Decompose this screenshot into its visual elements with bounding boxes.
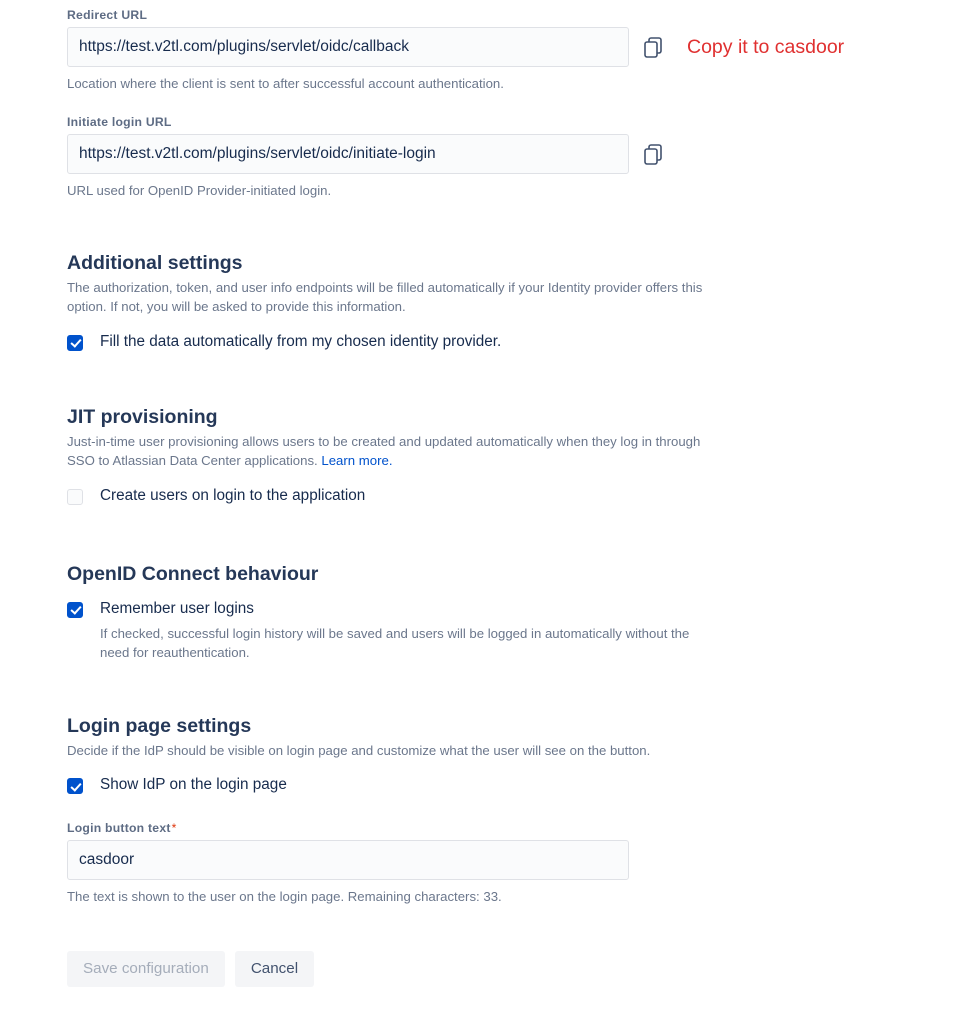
show-idp-label: Show IdP on the login page (100, 776, 287, 794)
cancel-button[interactable]: Cancel (235, 951, 314, 987)
jit-provisioning-description-text: Just-in-time user provisioning allows users to be created and updated automatically when they log in through SSO to Atlassian Data Center applications. (67, 434, 701, 468)
initiate-login-url-field-group (67, 115, 962, 200)
redirect-url-help: Location where the client is sent to after successful account authentication. (67, 76, 504, 91)
initiate-login-url-input[interactable] (67, 134, 629, 174)
form-actions (67, 951, 962, 987)
jit-provisioning-title: JIT provisioning (67, 406, 218, 429)
additional-settings-title: Additional settings (67, 252, 243, 275)
login-button-text-input[interactable] (67, 840, 629, 880)
create-users-on-login-checkbox[interactable] (67, 489, 83, 505)
jit-learn-more-link[interactable]: Learn more. (321, 452, 393, 468)
login-button-text-label-text: Login button text (67, 820, 171, 835)
fill-data-automatically-checkbox-row[interactable] (67, 333, 962, 351)
login-page-settings-title: Login page settings (67, 714, 252, 737)
remember-user-logins-label: Remember user logins (100, 599, 254, 617)
remember-user-logins-note: If checked, successful login history will be saved and users will be logged in automatically without the need for reauthentication. (100, 626, 690, 661)
jit-provisioning-description (67, 433, 712, 470)
oidc-behaviour-title: OpenID Connect behaviour (67, 562, 319, 585)
initiate-login-url-row (67, 134, 962, 174)
remember-user-logins-checkbox-row[interactable] (67, 600, 962, 618)
login-button-text-label (67, 821, 962, 835)
login-button-text-row (67, 840, 962, 880)
fill-data-automatically-label: Fill the data automatically from my chosen identity provider. (100, 332, 502, 350)
redirect-url-input[interactable] (67, 27, 629, 67)
required-marker: * (171, 820, 177, 835)
redirect-url-field-group (67, 8, 962, 93)
login-button-text-help: The text is shown to the user on the login page. Remaining characters: 33. (67, 888, 502, 904)
initiate-login-url-help: URL used for OpenID Provider-initiated login. (67, 183, 332, 199)
show-idp-checkbox-row[interactable] (67, 776, 962, 794)
show-idp-checkbox[interactable] (67, 778, 83, 794)
initiate-login-url-label: Initiate login URL (67, 115, 172, 130)
copy-icon[interactable] (643, 35, 665, 59)
copy-annotation: Copy it to casdoor (687, 35, 845, 58)
login-page-settings-description: Decide if the IdP should be visible on login page and customize what the user will see on the button. (67, 742, 651, 758)
create-users-on-login-checkbox-row[interactable] (67, 487, 962, 505)
redirect-url-label: Redirect URL (67, 8, 148, 22)
jit-provisioning-section (67, 406, 962, 505)
save-configuration-button[interactable]: Save configuration (67, 951, 225, 987)
fill-data-automatically-checkbox[interactable] (67, 335, 83, 351)
copy-icon[interactable] (643, 142, 665, 166)
create-users-on-login-label: Create users on login to the application (100, 486, 366, 504)
login-button-text-field-group (67, 821, 962, 906)
additional-settings-description: The authorization, token, and user info endpoints will be filled automatically if your Identity provider offers this option. If not, you will be asked to provide this information. (67, 280, 703, 315)
login-page-settings-section (67, 715, 962, 906)
remember-user-logins-checkbox[interactable] (67, 602, 83, 618)
additional-settings-section (67, 252, 962, 351)
redirect-url-row (67, 27, 962, 67)
oidc-behaviour-section (67, 563, 962, 663)
